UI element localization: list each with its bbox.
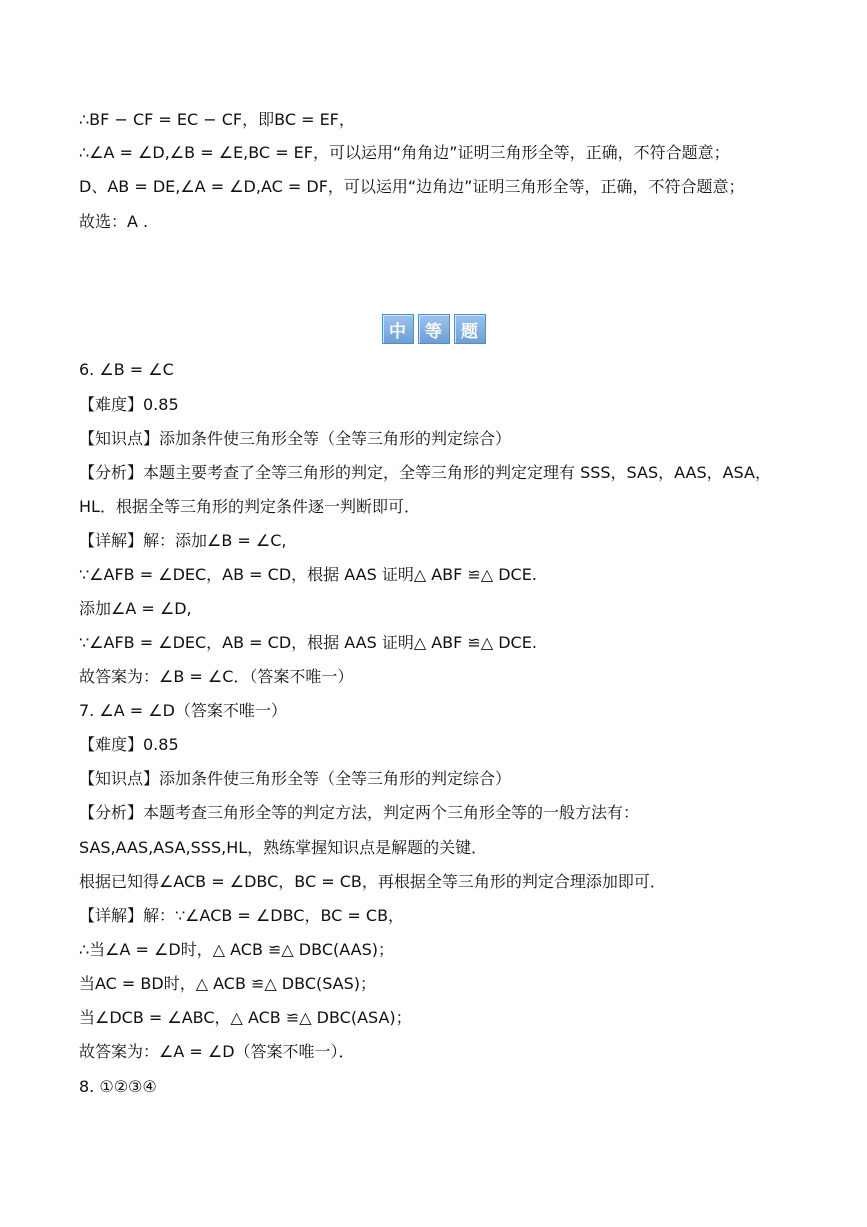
q7-conclusion: 故答案为：∠A = ∠D（答案不唯一）．	[79, 1042, 355, 1061]
section-title-medium	[0, 313, 867, 345]
proof-line-2: ∴∠A = ∠D,∠B = ∠E,BC = EF，可以运用“角角边”证明三角形全等，正确，不符合题意；	[79, 143, 730, 162]
q7-difficulty: 【难度】0.85	[79, 735, 179, 754]
q8-answer: 8. ①②③④	[79, 1077, 157, 1096]
section-title-char: 中	[382, 314, 414, 344]
q6-difficulty: 【难度】0.85	[79, 395, 179, 414]
section-title-char: 等	[418, 314, 450, 344]
q6-conclusion: 故答案为：∠B = ∠C．（答案不唯一）	[79, 667, 354, 686]
q7-detail: ∴当∠A = ∠D时，△ ACB ≌△ DBC(AAS)；	[79, 940, 394, 959]
q7-detail: 当AC = BD时，△ ACB ≌△ DBC(SAS)；	[79, 974, 377, 993]
q7-analysis-cont: SAS,AAS,ASA,SSS,HL，熟练掌握知识点是解题的关键．	[79, 838, 488, 857]
proof-line-3: D、AB = DE,∠A = ∠D,AC = DF，可以运用“边角边”证明三角形全等，正确，不符合题意；	[79, 177, 745, 196]
q6-knowledge: 【知识点】添加条件使三角形全等（全等三角形的判定综合）	[79, 429, 512, 448]
q6-detail: ∵∠AFB = ∠DEC，AB = CD，根据 AAS 证明△ ABF ≌△ DCE.	[79, 565, 537, 584]
q7-detail: 【详解】解：∵∠ACB = ∠DBC，BC = CB，	[79, 906, 405, 925]
q7-analysis: 【分析】本题考查三角形全等的判定方法，判定两个三角形全等的一般方法有：	[79, 803, 640, 822]
choice-conclusion: 故选：A .	[79, 212, 149, 231]
q7-answer: 7. ∠A = ∠D（答案不唯一）	[79, 701, 287, 720]
q6-detail: ∵∠AFB = ∠DEC，AB = CD，根据 AAS 证明△ ABF ≌△ DCE.	[79, 633, 537, 652]
section-title-char: 题	[454, 314, 486, 344]
q7-knowledge: 【知识点】添加条件使三角形全等（全等三角形的判定综合）	[79, 769, 512, 788]
q6-answer: 6. ∠B = ∠C	[79, 360, 174, 379]
q6-analysis-cont: HL．根据全等三角形的判定条件逐一判断即可．	[79, 497, 420, 516]
q7-analysis-cont: 根据已知得∠ACB = ∠DBC，BC = CB，再根据全等三角形的判定合理添加即可．	[79, 872, 666, 891]
q7-detail: 当∠DCB = ∠ABC，△ ACB ≌△ DBC(ASA)；	[79, 1008, 412, 1027]
q6-detail: 添加∠A = ∠D,	[79, 599, 192, 618]
q6-analysis: 【分析】本题主要考查了全等三角形的判定，全等三角形的判定定理有 SSS，SAS，AAS，ASA，	[79, 463, 771, 482]
proof-line-1: ∴BF − CF = EC − CF，即BC = EF，	[79, 110, 355, 129]
q6-detail: 【详解】解：添加∠B = ∠C,	[79, 531, 287, 550]
